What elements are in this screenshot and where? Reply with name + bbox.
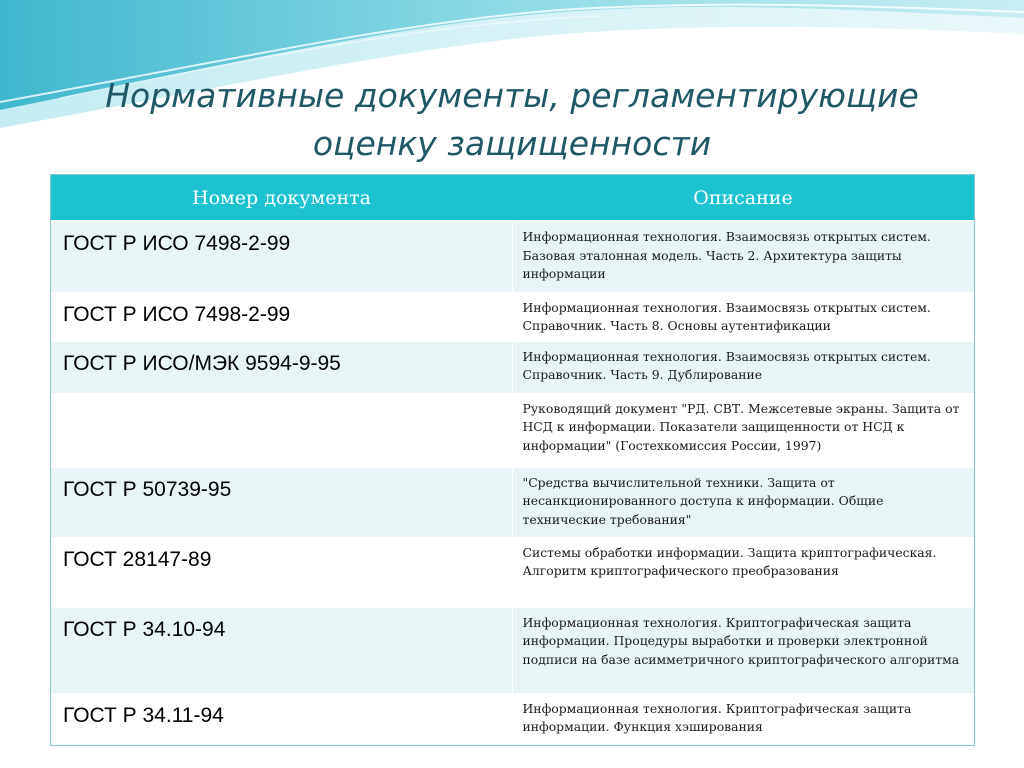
slide-title <box>0 72 1024 168</box>
header-description: Описание <box>512 175 974 221</box>
document-description: Информационная технология. Криптографическая защита информации. Процедуры выработки и проверки электронной подписи на базе асимметричного криптографического алгоритма <box>512 607 974 693</box>
document-number: ГОСТ Р ИСО 7498-2-99 <box>51 221 512 292</box>
document-number: ГОСТ Р 34.10-94 <box>51 607 512 693</box>
table-row <box>51 221 974 292</box>
slide-title-line-1: Нормативные документы, регламентирующие <box>105 76 919 115</box>
document-number <box>51 393 512 467</box>
document-number: ГОСТ Р ИСО/МЭК 9594-9-95 <box>51 341 512 393</box>
table-row <box>51 341 974 393</box>
table-row <box>51 393 974 467</box>
documents-table <box>50 174 975 746</box>
document-description: Информационная технология. Криптографическая защита информации. Функция хэширования <box>512 693 974 745</box>
document-number: ГОСТ Р ИСО 7498-2-99 <box>51 292 512 341</box>
slide-title-line-2: оценку защищенности <box>312 124 712 163</box>
document-description: Системы обработки информации. Защита криптографическая. Алгоритм криптографического преобразования <box>512 537 974 607</box>
document-description: Информационная технология. Взаимосвязь открытых систем. Справочник. Часть 9. Дублирование <box>512 341 974 393</box>
table-row <box>51 292 974 341</box>
table-row <box>51 467 974 537</box>
document-number: ГОСТ Р 34.11-94 <box>51 693 512 745</box>
document-description: "Средства вычислительной техники. Защита от несанкционированного доступа к информации. Общие технические требования" <box>512 467 974 537</box>
document-description: Информационная технология. Взаимосвязь открытых систем. Базовая эталонная модель. Часть 2. Архитектура защиты информации <box>512 221 974 292</box>
document-description: Информационная технология. Взаимосвязь открытых систем. Справочник. Часть 8. Основы аутентификации <box>512 292 974 341</box>
document-number: ГОСТ 28147-89 <box>51 537 512 607</box>
document-number: ГОСТ Р 50739-95 <box>51 467 512 537</box>
table-row <box>51 607 974 693</box>
table-header-row <box>51 175 974 221</box>
table-row <box>51 693 974 745</box>
header-document-number: Номер документа <box>51 175 512 221</box>
document-description: Руководящий документ "РД. СВТ. Межсетевые экраны. Защита от НСД к информации. Показатели защищенности от НСД к информации" (Гостехкомиссия России, 1997) <box>512 393 974 467</box>
table-row <box>51 537 974 607</box>
